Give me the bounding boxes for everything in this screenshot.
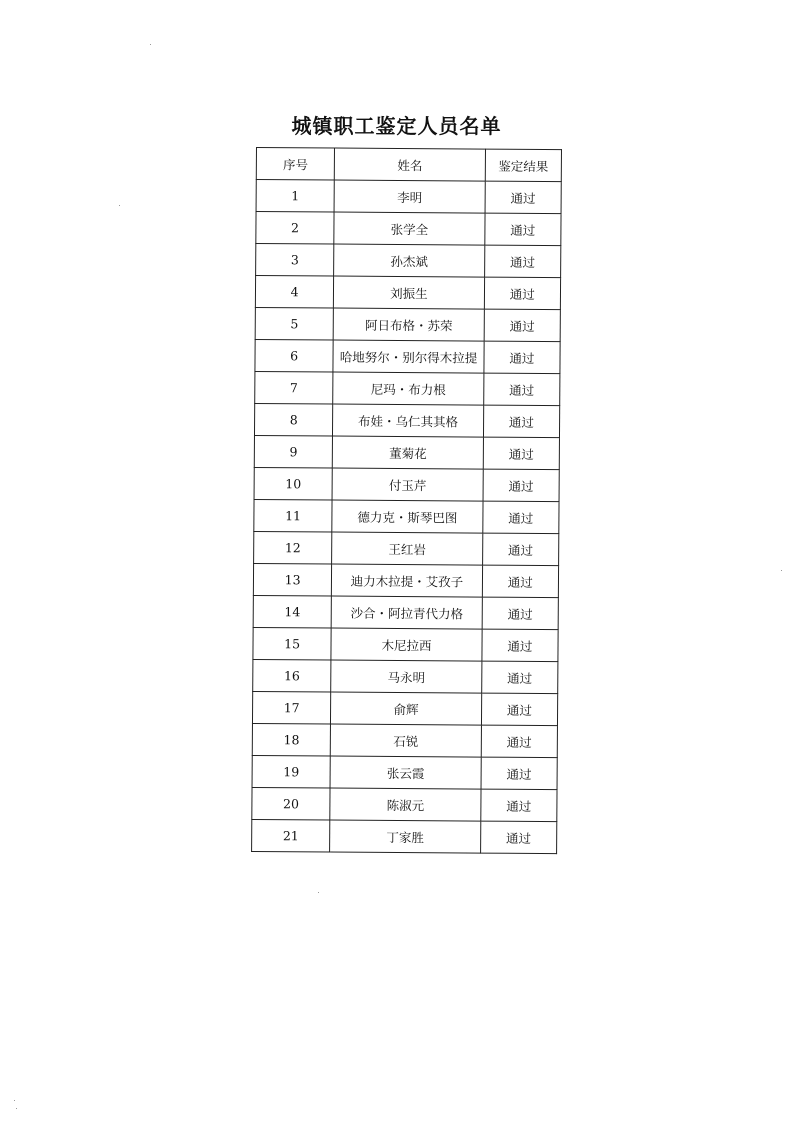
header-result: 鉴定结果 (485, 149, 561, 182)
result-cell: 通过 (481, 725, 557, 758)
serial-number-cell: 20 (252, 787, 330, 820)
name-cell: 丁家胜 (330, 820, 481, 853)
table-row (254, 467, 559, 501)
name-cell: 张学全 (334, 212, 485, 245)
serial-number-cell: 18 (252, 723, 330, 756)
result-cell: 通过 (484, 245, 560, 278)
name-cell: 俞辉 (331, 692, 482, 725)
name-cell: 陈淑元 (330, 788, 481, 821)
result-cell: 通过 (482, 533, 558, 566)
name-cell: 木尼拉西 (331, 628, 482, 661)
result-cell: 通过 (482, 565, 558, 598)
name-cell: 哈地努尔・别尔得木拉提 (333, 340, 484, 373)
serial-number-cell: 2 (256, 212, 334, 245)
result-cell: 通过 (483, 373, 559, 406)
result-cell: 通过 (481, 789, 557, 822)
table-row (256, 244, 561, 278)
table-row (254, 435, 559, 469)
serial-number-cell: 1 (256, 180, 334, 213)
result-cell: 通过 (483, 469, 559, 502)
table-row (252, 691, 557, 725)
serial-number-cell: 9 (254, 435, 332, 468)
table-header-row (256, 148, 561, 182)
page-title: 城镇职工鉴定人员名单 (291, 114, 502, 138)
scan-speck (318, 892, 319, 893)
table-row (253, 595, 558, 629)
serial-number-cell: 5 (255, 307, 333, 340)
result-cell: 通过 (484, 341, 560, 374)
result-cell: 通过 (484, 277, 560, 310)
serial-number-cell: 10 (254, 467, 332, 500)
result-cell: 通过 (483, 437, 559, 470)
name-cell: 布娃・乌仁其其格 (333, 404, 484, 437)
personnel-table (251, 147, 562, 854)
table-row (254, 403, 559, 437)
name-cell: 尼玛・布力根 (333, 372, 484, 405)
result-cell: 通过 (481, 661, 557, 694)
result-cell: 通过 (483, 501, 559, 534)
serial-number-cell: 14 (253, 595, 331, 628)
name-cell: 马永明 (331, 660, 482, 693)
table-row (255, 276, 560, 310)
table-row (253, 563, 558, 597)
serial-number-cell: 7 (255, 371, 333, 404)
table-row (256, 180, 561, 214)
result-cell: 通过 (482, 597, 558, 630)
scan-speck (781, 570, 782, 571)
scan-speck (150, 44, 151, 45)
name-cell: 王红岩 (332, 532, 483, 565)
result-cell: 通过 (485, 181, 561, 214)
header-serial-number: 序号 (256, 148, 334, 181)
serial-number-cell: 16 (253, 659, 331, 692)
result-cell: 通过 (485, 213, 561, 246)
scan-speck (14, 1100, 15, 1101)
result-cell: 通过 (481, 757, 557, 790)
table-row (253, 627, 558, 661)
name-cell: 董菊花 (333, 436, 484, 469)
serial-number-cell: 21 (252, 819, 330, 852)
table-row (254, 499, 559, 533)
name-cell: 孙杰斌 (334, 244, 485, 277)
table-row (253, 659, 558, 693)
table-row (256, 212, 561, 246)
table-row (252, 723, 557, 757)
serial-number-cell: 12 (254, 531, 332, 564)
table-row (255, 371, 560, 405)
name-cell: 刘振生 (334, 276, 485, 309)
result-cell: 通过 (480, 821, 556, 854)
serial-number-cell: 3 (256, 244, 334, 277)
serial-number-cell: 17 (252, 691, 330, 724)
name-cell: 阿日布格・苏荣 (333, 308, 484, 341)
serial-number-cell: 13 (253, 563, 331, 596)
serial-number-cell: 15 (253, 627, 331, 660)
table-row (255, 339, 560, 373)
result-cell: 通过 (483, 405, 559, 438)
name-cell: 迪力木拉提・艾孜子 (332, 564, 483, 597)
result-cell: 通过 (481, 693, 557, 726)
serial-number-cell: 6 (255, 339, 333, 372)
serial-number-cell: 19 (252, 755, 330, 788)
table-row (252, 755, 557, 789)
name-cell: 沙合・阿拉青代力格 (331, 596, 482, 629)
table-row (252, 787, 557, 821)
name-cell: 张云霞 (330, 756, 481, 789)
table-row (252, 819, 557, 853)
serial-number-cell: 11 (254, 499, 332, 532)
name-cell: 石锐 (330, 724, 481, 757)
result-cell: 通过 (482, 629, 558, 662)
scan-speck (16, 1108, 17, 1109)
name-cell: 付玉芹 (332, 468, 483, 501)
result-cell: 通过 (484, 309, 560, 342)
header-name: 姓名 (335, 148, 486, 181)
table-row (255, 307, 560, 341)
serial-number-cell: 8 (254, 403, 332, 436)
name-cell: 德力克・斯琴巴图 (332, 500, 483, 533)
scan-speck (119, 205, 120, 206)
table-row (254, 531, 559, 565)
serial-number-cell: 4 (255, 276, 333, 309)
name-cell: 李明 (334, 180, 485, 213)
